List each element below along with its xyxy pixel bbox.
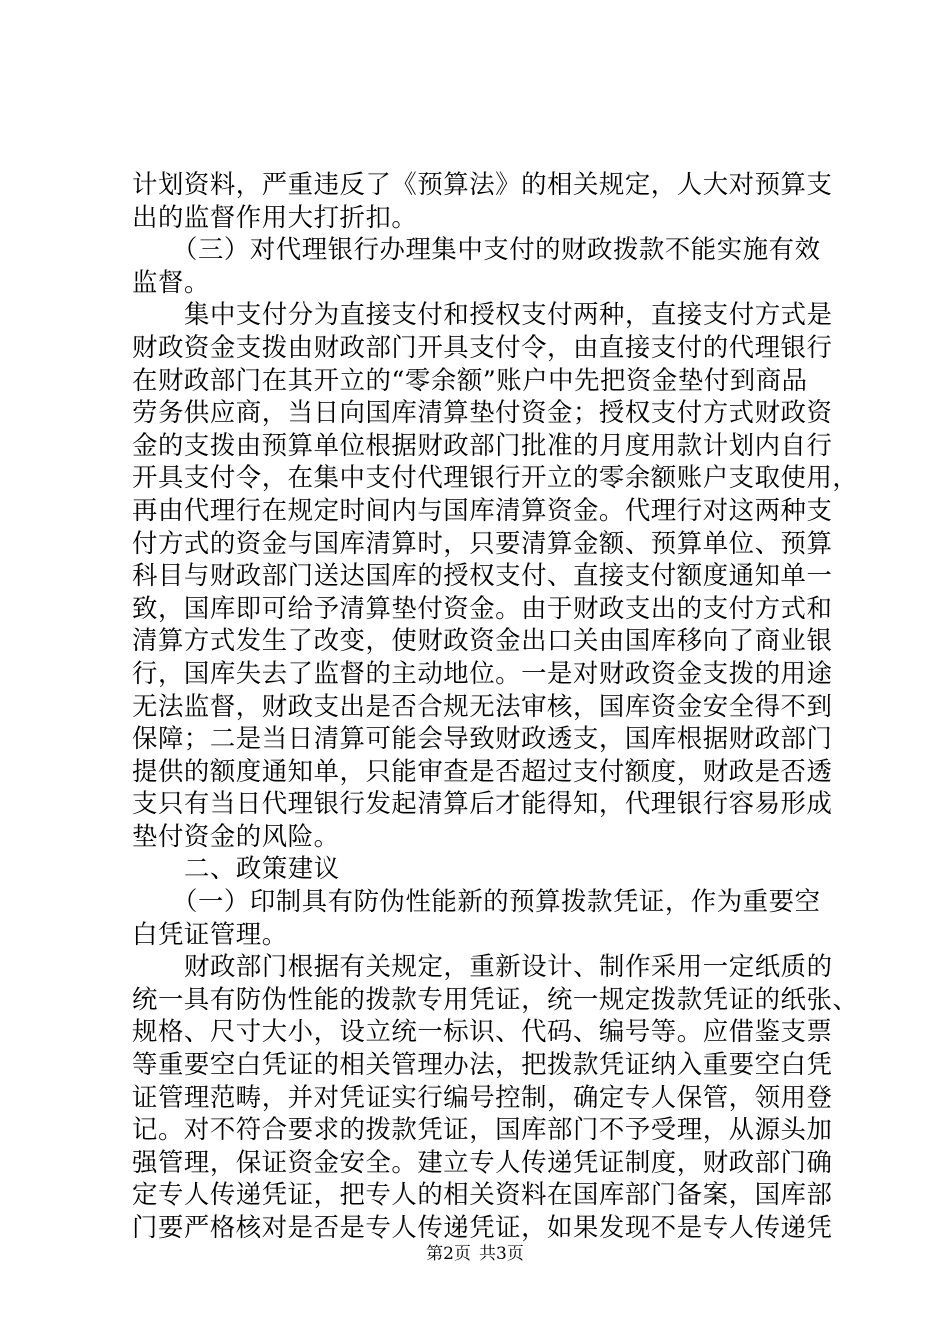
text-line: 科目与财政部门送达国库的授权支付、直接支付额度通知单一 — [132, 560, 833, 591]
document-body — [132, 168, 859, 1244]
text-line: 集中支付分为直接支付和授权支付两种，直接支付方式是 — [184, 299, 833, 330]
text-line: 白凭证管理。 — [132, 918, 288, 949]
page-total: 共3页 — [479, 1244, 524, 1264]
text-line: 提供的额度通知单，只能审查是否超过支付额度，财政是否透 — [132, 755, 833, 786]
text-line: 定专人传递凭证，把专人的相关资料在国库部门备案，国库部 — [132, 1179, 833, 1210]
text-line: 记。对不符合要求的拨款凭证，国库部门不予受理，从源头加 — [132, 1114, 833, 1145]
page-footer — [0, 1243, 950, 1265]
text-line: （三）对代理银行办理集中支付的财政拨款不能实施有效 — [172, 234, 821, 265]
text-line: 统一具有防伪性能的拨款专用凭证，统一规定拨款凭证的纸张、 — [132, 983, 859, 1014]
text-line: 强管理，保证资金安全。建立专人传递凭证制度，财政部门确 — [132, 1146, 833, 1177]
text-line: 垫付资金的风险。 — [132, 820, 340, 851]
text-line: 监督。 — [132, 266, 210, 297]
page-number: 第2页 — [426, 1244, 471, 1264]
text-line: 支只有当日代理银行发起清算后才能得知，代理银行容易形成 — [132, 788, 833, 819]
section-heading: 二、政策建议 — [184, 853, 340, 884]
text-line: 付方式的资金与国库清算时，只要清算金额、预算单位、预算 — [132, 527, 833, 558]
text-line: 金的支拨由预算单位根据财政部门批准的月度用款计划内自行 — [132, 429, 833, 460]
text-line: 财政部门根据有关规定，重新设计、制作采用一定纸质的 — [184, 951, 833, 982]
text-line: 计划资料，严重违反了《预算法》的相关规定，人大对预算支 — [132, 169, 833, 199]
text-line: 出的监督作用大打折扣。 — [132, 201, 418, 232]
text-line: 保障；二是当日清算可能会导致财政透支，国库根据财政部门 — [132, 723, 833, 754]
text-line: 致，国库即可给予清算垫付资金。由于财政支出的支付方式和 — [132, 592, 833, 623]
text-line: 清算方式发生了改变，使财政资金出口关由国库移向了商业银 — [132, 625, 833, 656]
text-line: 劳务供应商，当日向国库清算垫付资金；授权支付方式财政资 — [132, 397, 833, 428]
text-line: 在财政部门在其开立的“零余额”账户中先把资金垫付到商品 — [132, 364, 808, 395]
text-line: 等重要空白凭证的相关管理办法，把拨款凭证纳入重要空白凭 — [132, 1049, 833, 1080]
text-line: 开具支付令，在集中支付代理银行开立的零余额账户支取使用， — [132, 462, 859, 493]
text-line: 再由代理行在规定时间内与国库清算资金。代理行对这两种支 — [132, 494, 833, 525]
text-line: 门要严格核对是否是专人传递凭证，如果发现不是专人传递凭 — [132, 1212, 833, 1242]
text-line: 证管理范畴，并对凭证实行编号控制，确定专人保管，领用登 — [132, 1081, 833, 1112]
text-line: 规格、尺寸大小，设立统一标识、代码、编号等。应借鉴支票 — [132, 1016, 833, 1047]
text-line: 财政资金支拨由财政部门开具支付令，由直接支付的代理银行 — [132, 331, 833, 362]
text-line: 行，国库失去了监督的主动地位。一是对财政资金支拨的用途 — [132, 657, 833, 688]
text-line: 无法监督，财政支出是否合规无法审核，国库资金安全得不到 — [132, 690, 833, 721]
text-line: （一）印制具有防伪性能新的预算拨款凭证，作为重要空 — [172, 886, 821, 917]
